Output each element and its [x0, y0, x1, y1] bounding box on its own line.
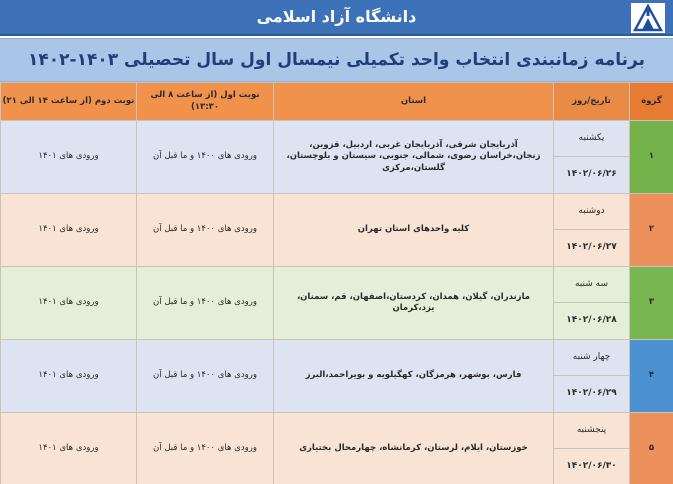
group-number: ۵ [630, 413, 673, 484]
shift2-cell: ورودی های ۱۴۰۱ [1, 121, 137, 194]
table-header-row [1, 83, 673, 121]
table-row [1, 194, 673, 267]
column-header-shift1: نوبت اول (از ساعت ۸ الی ۱۳:۳۰) [137, 83, 274, 121]
province-cell: خوزستان، ایلام، لرستان، کرمانشاه، چهارمحال بختیاری [274, 413, 554, 484]
table-row [1, 121, 673, 194]
page-title: برنامه زمانبندی انتخاب واحد تکمیلی نیمسال اول سال تحصیلی ۱۴۰۳-۱۴۰۲ [28, 50, 645, 70]
shift2-cell: ورودی های ۱۴۰۱ [1, 194, 137, 267]
column-header-province: استان [274, 83, 554, 121]
province-cell: مازندران، گیلان، همدان، کردستان،اصفهان، قم، سمنان، یزد،کرمان [274, 267, 554, 340]
day-name: یکشنبه [554, 121, 629, 157]
day-name: سه شنبه [554, 267, 629, 303]
date-value: ۱۴۰۲/۰۶/۲۷ [566, 242, 617, 253]
shift2-cell: ورودی های ۱۴۰۱ [1, 267, 137, 340]
day-name: دوشنبه [554, 194, 629, 230]
table-row [1, 340, 673, 413]
date-cell [554, 194, 630, 267]
province-cell: فارس، بوشهر، هرمزگان، کهگیلویه و بویراحمد،البرز [274, 340, 554, 413]
shift2-cell: ورودی های ۱۴۰۱ [1, 413, 137, 484]
schedule-table [0, 82, 673, 484]
shift2-cell: ورودی های ۱۴۰۱ [1, 340, 137, 413]
date-value: ۱۴۰۲/۰۶/۲۸ [566, 315, 617, 326]
column-header-date: تاریخ/روز [554, 83, 630, 121]
day-name: چهار شنبه [554, 340, 629, 376]
group-number: ۳ [630, 267, 673, 340]
shift1-cell: ورودی های ۱۴۰۰ و ما قبل آن [137, 340, 274, 413]
header-bar [0, 0, 673, 36]
day-name: پنجشنبه [554, 413, 629, 449]
date-cell [554, 267, 630, 340]
group-number: ۲ [630, 194, 673, 267]
date-cell [554, 121, 630, 194]
university-name: دانشگاه آزاد اسلامی [256, 7, 417, 26]
table-row [1, 413, 673, 484]
column-header-shift2: نوبت دوم (از ساعت ۱۴ الی ۲۱) [1, 83, 137, 121]
date-value: ۱۴۰۲/۰۶/۲۹ [566, 388, 617, 399]
date-value: ۱۴۰۲/۰۶/۲۶ [566, 169, 617, 180]
group-number: ۴ [630, 340, 673, 413]
group-number: ۱ [630, 121, 673, 194]
title-bar [0, 38, 673, 82]
shift1-cell: ورودی های ۱۴۰۰ و ما قبل آن [137, 194, 274, 267]
province-cell: آذربایجان شرقی، آذربایجان غربی، اردبیل، قزوین، زنجان،خراسان رضوی، شمالی، جنوبی، سیستان و بلوچستان، گلستان،مرکزی [274, 121, 554, 194]
table-row [1, 267, 673, 340]
province-cell: کلیه واحدهای استان تهران [274, 194, 554, 267]
shift1-cell: ورودی های ۱۴۰۰ و ما قبل آن [137, 121, 274, 194]
date-cell [554, 340, 630, 413]
date-cell [554, 413, 630, 484]
shift1-cell: ورودی های ۱۴۰۰ و ما قبل آن [137, 267, 274, 340]
date-value: ۱۴۰۲/۰۶/۳۰ [566, 461, 617, 472]
shift1-cell: ورودی های ۱۴۰۰ و ما قبل آن [137, 413, 274, 484]
column-header-group: گروه [630, 83, 673, 121]
